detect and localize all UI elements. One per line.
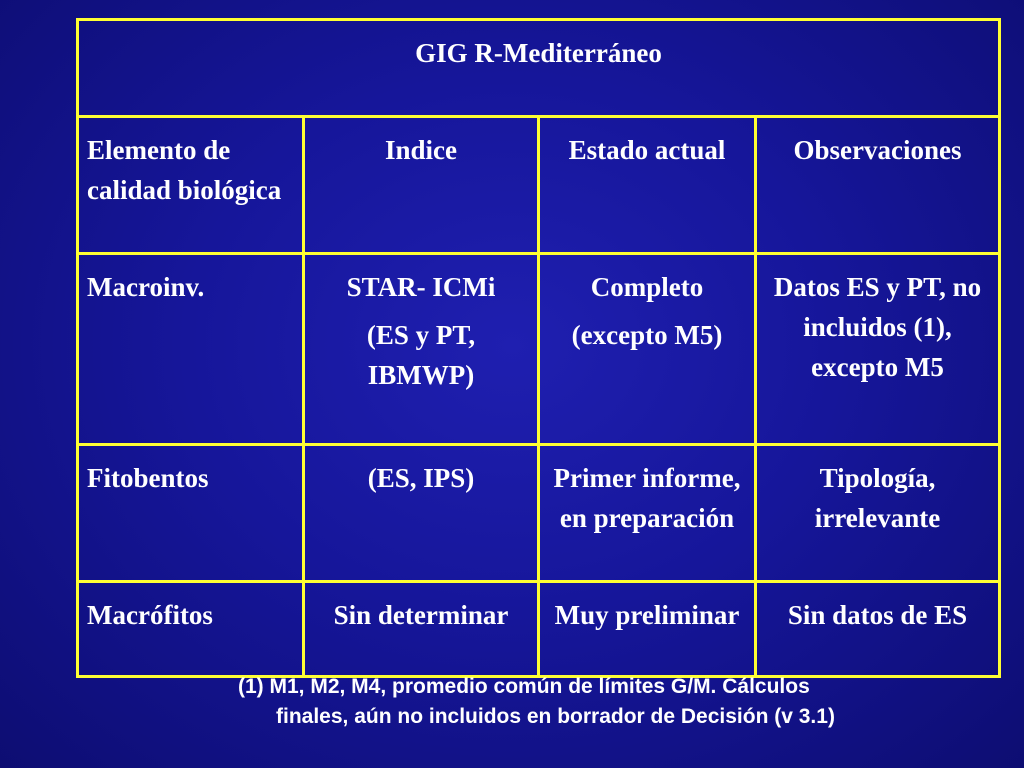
- cell-element: Macroinv.: [78, 254, 304, 445]
- cell-status: Muy preliminar: [539, 582, 756, 677]
- footnote-line1: (1) M1, M2, M4, promedio común de límites G/M. Cálculos: [238, 675, 810, 698]
- cell-index-line1: STAR- ICMi: [346, 272, 496, 302]
- header-status: Estado actual: [539, 117, 756, 254]
- cell-element: Macrófitos: [78, 582, 304, 677]
- footnote: [238, 672, 978, 732]
- cell-index: [304, 254, 539, 445]
- cell-index: Sin determinar: [304, 582, 539, 677]
- header-observations: Observaciones: [756, 117, 1000, 254]
- cell-observations: Sin datos de ES: [756, 582, 1000, 677]
- footnote-line2: finales, aún no incluidos en borrador de Decisión (v 3.1): [276, 705, 835, 728]
- cell-observations: Datos ES y PT, no incluidos (1), excepto M5: [756, 254, 1000, 445]
- cell-status: Primer informe, en preparación: [539, 445, 756, 582]
- cell-observations: Tipología, irrelevante: [756, 445, 1000, 582]
- cell-status-line1: Completo: [590, 272, 704, 302]
- cell-status-line2: (excepto M5): [571, 320, 723, 350]
- header-element: Elemento de calidad biológica: [78, 117, 304, 254]
- table-title: GIG R-Mediterráneo: [78, 20, 1000, 117]
- cell-element: Fitobentos: [78, 445, 304, 582]
- table-row: [78, 254, 1000, 445]
- header-index: Indice: [304, 117, 539, 254]
- gig-table: [76, 18, 1001, 678]
- cell-index: (ES, IPS): [304, 445, 539, 582]
- table-row: [78, 582, 1000, 677]
- cell-status: [539, 254, 756, 445]
- cell-index-line2: (ES y PT, IBMWP): [366, 320, 476, 390]
- table-row: [78, 445, 1000, 582]
